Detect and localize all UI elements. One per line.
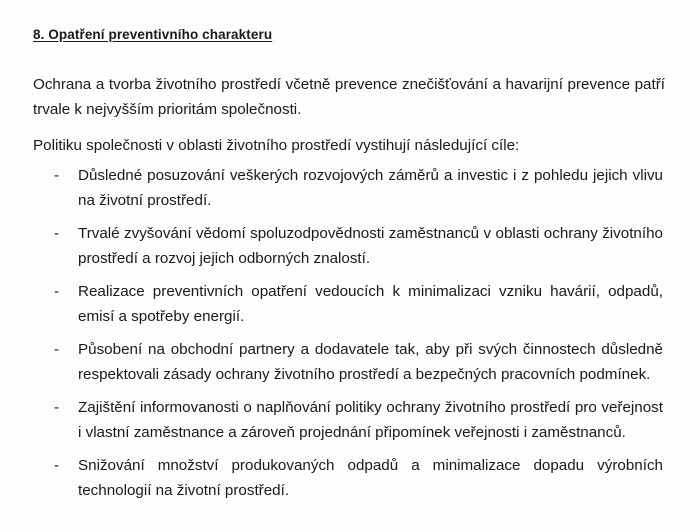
list-dash-marker: - bbox=[54, 457, 60, 474]
goals-list bbox=[0, 163, 700, 503]
list-dash-marker: - bbox=[54, 283, 60, 300]
list-item bbox=[0, 337, 663, 387]
policy-lead-paragraph: Politiku společnosti v oblasti životního prostředí vystihují následující cíle: bbox=[33, 137, 520, 154]
list-dash-marker: - bbox=[54, 341, 60, 358]
list-item bbox=[0, 453, 663, 503]
list-item bbox=[0, 395, 663, 445]
list-item bbox=[0, 279, 663, 329]
goal-text: Působení na obchodní partnery a dodavatele tak, aby při svých činnostech důsledně respektovali zásady ochrany životního prostředí a bezpečných pracovních podmínek. bbox=[78, 341, 663, 383]
list-item bbox=[0, 221, 663, 271]
list-dash-marker: - bbox=[54, 399, 60, 416]
list-item bbox=[0, 163, 663, 213]
list-dash-marker: - bbox=[54, 167, 60, 184]
goal-text: Důsledné posuzování veškerých rozvojových záměrů a investic i z pohledu jejich vlivu na životní prostředí. bbox=[78, 167, 663, 209]
goal-text: Realizace preventivních opatření vedoucích k minimalizaci vzniku havárií, odpadů, emisí a spotřeby energií. bbox=[78, 283, 663, 325]
goal-text: Trvalé zvyšování vědomí spoluzodpovědnosti zaměstnanců v oblasti ochrany životního prostředí a rozvoj jejich odborných znalostí. bbox=[78, 225, 663, 267]
intro-paragraph: Ochrana a tvorba životního prostředí včetně prevence znečišťování a havarijní prevence patří trvale k nejvyšším prioritám společnosti. bbox=[33, 76, 665, 118]
list-dash-marker: - bbox=[54, 225, 60, 242]
goal-text: Snižování množství produkovaných odpadů a minimalizace dopadu výrobních technologií na životní prostředí. bbox=[78, 457, 663, 499]
goal-text: Zajištění informovanosti o naplňování politiky ochrany životního prostředí pro veřejnost i vlastní zaměstnance a zároveň projednání připomínek veřejnosti i zaměstnanců. bbox=[78, 399, 663, 441]
section-heading: 8. Opatření preventivního charakteru bbox=[33, 27, 273, 42]
